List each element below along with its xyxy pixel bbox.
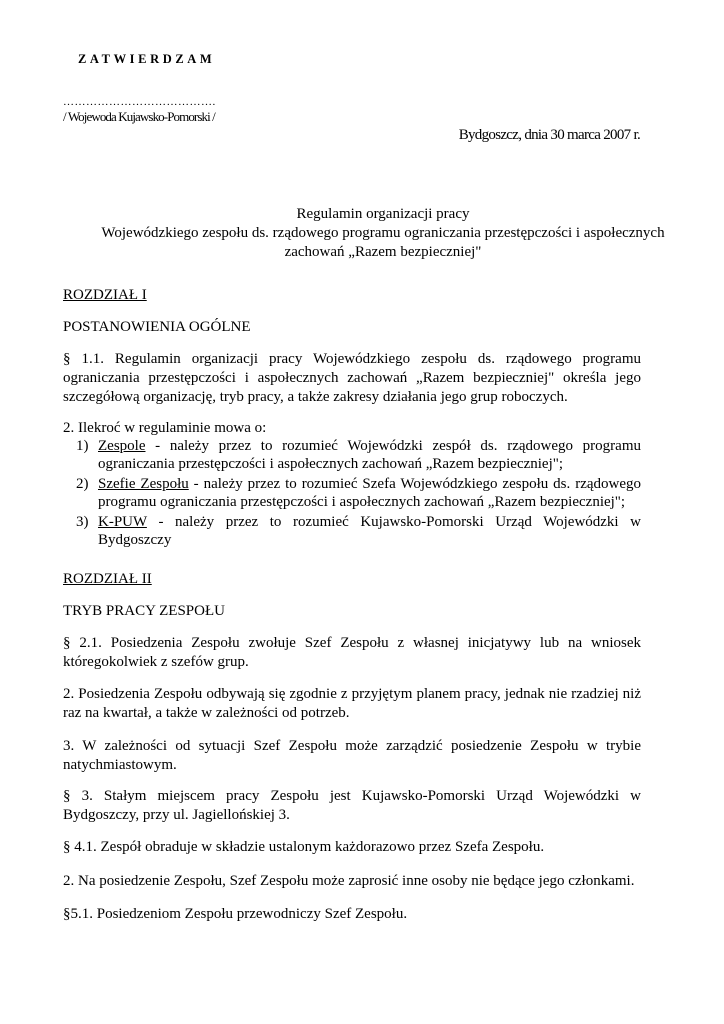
paragraph-1-1: § 1.1. Regulamin organizacji pracy Wojewódzkiego zespołu ds. rządowego programu ograniczania przestępczości i aspołecznych zachowań „Razem bezpieczniej" określa jego szczegółową organizację, tryb pracy, a także zakresy działania jego grup roboczych.	[63, 351, 641, 405]
list-item	[63, 513, 641, 549]
chapter-2-subtitle: TRYB PRACY ZESPOŁU	[63, 603, 225, 619]
paragraph-4-2: 2. Na posiedzenie Zespołu, Szef Zespołu może zaprosić inne osoby nie będące jego członkami.	[63, 873, 635, 889]
paragraph-4-1: § 4.1. Zespół obraduje w składzie ustalonym każdorazowo przez Szefa Zespołu.	[63, 839, 545, 855]
title-line-2: Wojewódzkiego zespołu ds. rządowego programu ograniczania przestępczości i aspołecznych	[101, 225, 665, 241]
definition: - należy przez to rozumieć Wojewódzki zespół ds. rządowego programu ograniczania przestępczości i aspołecznych zachowań „Razem bezpieczniej";	[98, 438, 641, 472]
item-number: 2)	[76, 476, 89, 492]
paragraph-3: § 3. Stałym miejscem pracy Zespołu jest Kujawsko-Pomorski Urząd Wojewódzki w Bydgoszczy, przy ul. Jagiellońskiej 3.	[63, 788, 641, 823]
chapter-2-heading: ROZDZIAŁ II	[63, 571, 152, 587]
list-item	[63, 475, 641, 511]
item-number: 3)	[76, 514, 89, 530]
chapter-1-heading: ROZDZIAŁ I	[63, 287, 147, 303]
paragraph-1-2: 2. Ilekroć w regulaminie mowa o:	[63, 420, 267, 436]
term: Szefie Zespołu	[98, 476, 189, 492]
item-number: 1)	[76, 438, 89, 454]
title-line-1: Regulamin organizacji pracy	[296, 206, 470, 222]
term: Zespole	[98, 438, 146, 454]
definitions-list	[63, 437, 641, 551]
title-line-3: zachowań „Razem bezpieczniej"	[284, 244, 482, 260]
signature-line: ………………………………….	[63, 96, 216, 108]
list-item	[63, 437, 641, 473]
paragraph-2-1: § 2.1. Posiedzenia Zespołu zwołuje Szef Zespołu z własnej inicjatywy lub na wniosek któregokolwiek z szefów grup.	[63, 635, 641, 670]
paragraph-2-2: 2. Posiedzenia Zespołu odbywają się zgodnie z przyjętym planem pracy, jednak nie rzadziej niż raz na kwartał, a także w zależności od potrzeb.	[63, 686, 641, 721]
definition: - należy przez to rozumieć Kujawsko-Pomorski Urząd Wojewódzki w Bydgoszczy	[98, 514, 641, 548]
approval-heading: ZATWIERDZAM	[78, 52, 216, 66]
document-title	[63, 205, 703, 262]
place-date: Bydgoszcz, dnia 30 marca 2007 r.	[458, 127, 640, 143]
signatory: / Wojewoda Kujawsko-Pomorski /	[63, 109, 215, 124]
paragraph-5-1: §5.1. Posiedzeniom Zespołu przewodniczy Szef Zespołu.	[63, 906, 408, 922]
chapter-1-subtitle: POSTANOWIENIA OGÓLNE	[63, 319, 251, 335]
definition: - należy przez to rozumieć Szefa Wojewódzkiego zespołu ds. rządowego programu ograniczania przestępczości i aspołecznych zachowań „Razem bezpieczniej";	[98, 476, 642, 510]
term: K-PUW	[98, 514, 147, 530]
paragraph-2-3: 3. W zależności od sytuacji Szef Zespołu może zarządzić posiedzenie Zespołu w trybie natychmiastowym.	[63, 738, 641, 773]
